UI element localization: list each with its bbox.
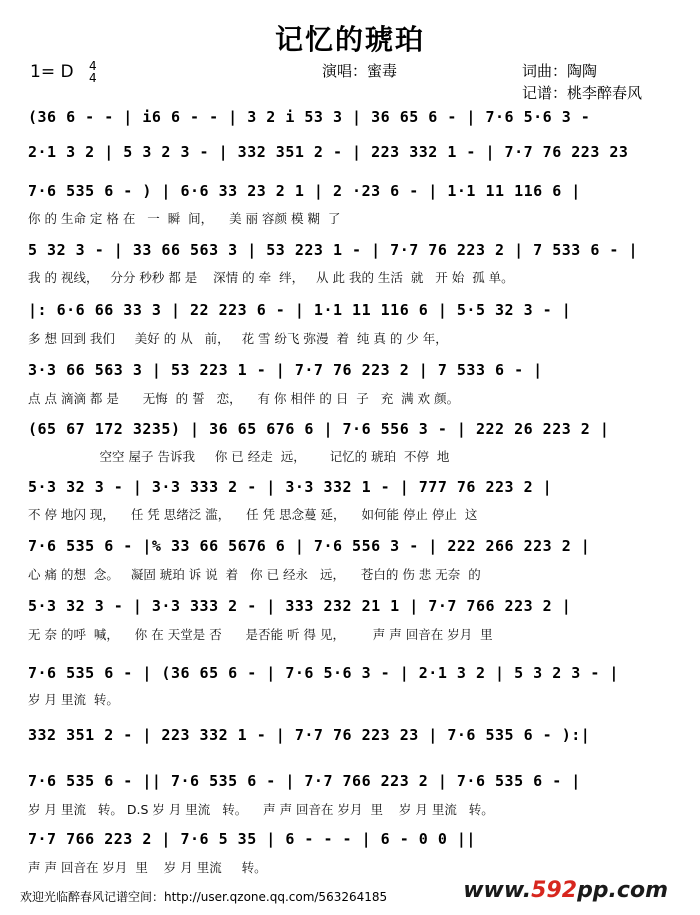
song-title: 记忆的琥珀 [274, 23, 425, 56]
site-suffix: pp.com [577, 878, 668, 903]
notation-line-6: 3·3 66 563 3 | 53 223 1 - | 7·7 76 223 2 | 7 533 6 - | [28, 361, 543, 379]
time-signature-top: 4 [88, 59, 97, 73]
time-signature [89, 60, 97, 84]
lyric-line-11: 岁 月 里流 转。 [28, 692, 119, 707]
notation-line-13: 7·6 535 6 - || 7·6 535 6 - | 7·7 766 223 2 | 7·6 535 6 - | [28, 772, 581, 790]
lyric-line-13: 岁 月 里流 转。 D.S 岁 月 里流 转。 声 声 回音在 岁月 里 岁 月 里流 转。 [28, 802, 494, 817]
notation-line-4: 5 32 3 - | 33 66 563 3 | 53 223 1 - | 7·7 76 223 2 | 7 533 6 - | [28, 241, 638, 259]
lyric-line-5: 多 想 回到 我们 美好 的 从 前， 花 雪 纷飞 弥漫 着 纯 真 的 少 年， [28, 331, 448, 346]
lyric-line-14: 声 声 回音在 岁月 里 岁 月 里流 转。 [28, 860, 267, 875]
key-signature [30, 60, 97, 84]
lyric-line-10: 无 奈 的呼 喊， 你 在 天堂是 否 是否能 听 得 见， 声 声 回音在 岁月 里 [28, 627, 493, 642]
footer-text: 欢迎光临醉春风记谱空间：http://user.qzone.qq.com/563264185 [20, 890, 388, 904]
notation-line-3: 7·6 535 6 - ) | 6·6 33 23 2 1 | 2 ·23 6 - | 1·1 11 116 6 | [28, 182, 581, 200]
lyric-line-8: 不 停 地闪 现， 任 凭 思绪泛 滥， 任 凭 思念蔓 延， 如何能 停止 停止 这 [28, 507, 478, 522]
lyric-line-6: 点 点 滴滴 都 是 无悔 的 誓 恋， 有 你 相伴 的 日 子 充 满 欢 颜。 [28, 391, 460, 406]
lyric-line-7: 空空 屋子 告诉我 你 已 经走 远， 记忆的 琥珀 不停 地 [28, 449, 450, 464]
site-prefix: www. [463, 878, 532, 903]
notation-line-12: 332 351 2 - | 223 332 1 - | 7·7 76 223 23 | 7·6 535 6 - ):| [28, 726, 591, 744]
notation-line-8: 5·3 32 3 - | 3·3 333 2 - | 3·3 332 1 - | 777 76 223 2 | [28, 478, 553, 496]
composer-credit: 词曲：陶陶 [522, 62, 598, 80]
notation-line-11: 7·6 535 6 - | (36 65 6 - | 7·6 5·6 3 - | 2·1 3 2 | 5 3 2 3 - | [28, 664, 619, 682]
singer-credit: 演唱：蜜毒 [322, 62, 398, 80]
notation-line-2: 2·1 3 2 | 5 3 2 3 - | 332 351 2 - | 223 332 1 - | 7·7 76 223 23 [28, 143, 629, 161]
lyric-line-3: 你 的 生命 定 格 在 一 瞬 间， 美 丽 容颜 模 糊 了 [28, 211, 341, 226]
transcriber-credit: 记谱：桃李醉春风 [522, 84, 643, 102]
notation-line-14: 7·7 766 223 2 | 7·6 5 35 | 6 - - - | 6 - 0 0 || [28, 830, 476, 848]
time-signature-bottom: 4 [88, 71, 97, 85]
notation-line-1: (36 6 - - | i6 6 - - | 3 2 i 53 3 | 36 65 6 - | 7·6 5·6 3 - [28, 108, 591, 126]
lyric-line-9: 心 痛 的想 念。 凝固 琥珀 诉 说 着 你 已 经永 远， 苍白的 伤 悲 无奈 的 [28, 567, 481, 582]
lyric-line-4: 我 的 视线， 分分 秒秒 都 是 深情 的 牵 绊， 从 此 我的 生活 就 开 始 孤 单。 [28, 270, 514, 285]
key-label: 1= D [30, 62, 74, 82]
notation-line-9: 7·6 535 6 - |% 33 66 5676 6 | 7·6 556 3 - | 222 266 223 2 | [28, 537, 591, 555]
site-number: 592 [531, 878, 578, 903]
notation-line-5: |: 6·6 66 33 3 | 22 223 6 - | 1·1 11 116 6 | 5·5 32 3 - | [28, 301, 572, 319]
notation-line-10: 5·3 32 3 - | 3·3 333 2 - | 333 232 21 1 | 7·7 766 223 2 | [28, 597, 572, 615]
site-watermark [463, 878, 668, 903]
notation-line-7: (65 67 172 3235) | 36 65 676 6 | 7·6 556 3 - | 222 26 223 2 | [28, 420, 610, 438]
